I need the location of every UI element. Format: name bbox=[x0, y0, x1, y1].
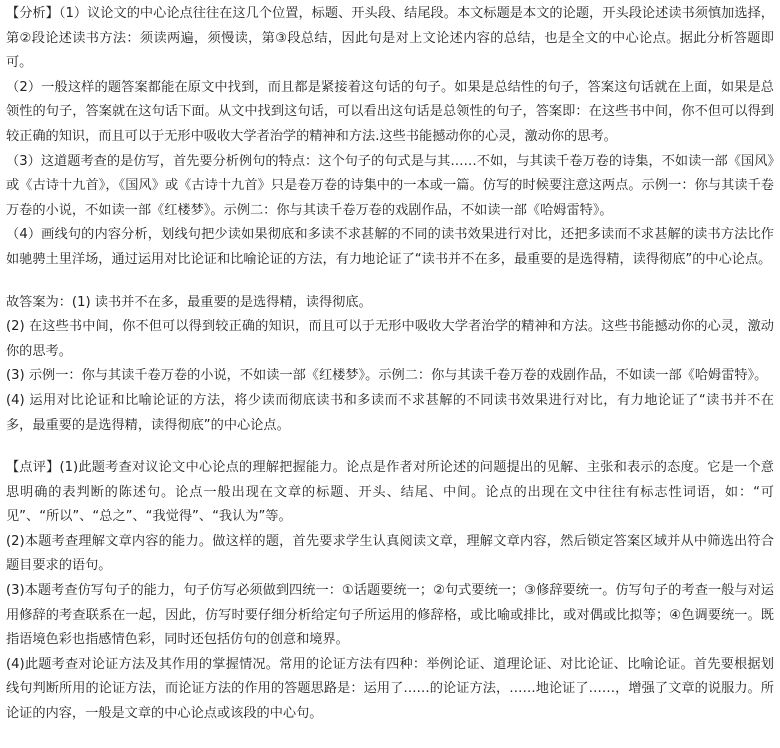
comment-section bbox=[6, 456, 774, 727]
analysis-paragraph-3: （3）这道题考查的是仿写，首先要分析例句的特点：这个句子的句式是与其……不如，与其读千卷万卷的诗集，不如读一部《国风》或《古诗十九首》，《国风》或《古诗十九首》只是卷万卷的诗集中的一本或一篇。仿写的时候要注意这两点。示例一：你与其读千卷万卷的小说，不如读一部《红楼梦》。示例二：你与其读千卷万卷的戏剧作品，不如读一部《哈姆雷特》。 bbox=[6, 153, 774, 218]
answer-paragraph-4: (4) 运用对比论证和比喻论证的方法，将少读而彻底读书和多读而不求甚解的不同读书效果进行对比，有力地论证了“读书并不在多，最重要的是选得精，读得彻底”的中心论点。 bbox=[6, 392, 774, 433]
comment-paragraph-3: (3)本题考查仿写句子的能力，句子仿写必须做到四统一：①话题要统一；②句式要统一；③修辞要统一。仿写句子的考查一般与对运用修辞的考查联系在一起，因此，仿写时要仔细分析给定句子所运用的修辞格，或比喻或排比，或对偶或比拟等；④色调要统一。既指语境色彩也指感情色彩，同时还包括仿句的创意和境界。 bbox=[6, 583, 774, 648]
comment-paragraph-4: (4)此题考查对论证方法及其作用的掌握情况。常用的论证方法有四种：举例论证、道理论证、对比论证、比喻论证。首先要根据划线句判断所用的论证方法，而论证方法的作用的答题思路是：运用了……的论证方法，……地论证了……，增强了文章的说服力。所论证的内容，一般是文章的中心论点或该段的中心句。 bbox=[6, 656, 774, 722]
answer-paragraph-3: (3) 示例一：你与其读千卷万卷的小说，不如读一部《红楼梦》。示例二：你与其读千卷万卷的戏剧作品，不如读一部《哈姆雷特》。 bbox=[6, 368, 768, 384]
comment-paragraph-1: 【点评】(1)此题考查对议论文中心论点的理解把握能力。论点是作者对所论述的问题提出的见解、主张和表示的态度。它是一个意思明确的表判断的陈述句。论点一般出现在文章的标题、开头、结尾、中间。论点的出现在文中往往有标志性词语，如：“可见”、“所以”、“总之”、“我觉得”、“我认为”等。 bbox=[6, 460, 774, 525]
analysis-paragraph-1: 【分析】（1）议论文的中心论点往往在这几个位置，标题、开头段、结尾段。本文标题是本文的论题，开头段论述读书须慎加选择，第②段论述读书方法：须读两遍，须慢读，第③段总结，因此句是对上文论述内容的总结，也是全文的中心论点。据此分析答题即可。 bbox=[6, 6, 774, 71]
answer-paragraph-2: (2) 在这些书中间，你不但可以得到较正确的知识，而且可以于无形中吸收大学者治学的精神和方法。这些书能撼动你的心灵，激动你的思考。 bbox=[6, 319, 774, 359]
section-spacer bbox=[6, 438, 774, 456]
comment-paragraph-2: (2)本题考查理解文章内容的能力。做这样的题，首先要求学生认真阅读文章，理解文章内容，然后锁定答案区域并从中筛选出符合题目要求的语句。 bbox=[6, 533, 774, 574]
answer-paragraph-1: 故答案为：(1) 读书并不在多，最重要的是选得精，读得彻底。 bbox=[6, 294, 372, 310]
analysis-section bbox=[6, 2, 774, 273]
analysis-paragraph-4: （4）画线句的内容分析，划线句把少读如果彻底和多读不求甚解的不同的读书效果进行对比，还把多读而不求甚解的读书方法比作如驰骋土里洋场，通过运用对比论证和比喻论证的方法，有力地论证了“读书并不在多，最重要的是选得精，读得彻底”的中心论点。 bbox=[6, 227, 774, 267]
analysis-paragraph-2: （2）一般这样的题答案都能在原文中找到，而且都是紧接着这句话的句子。如果是总结性的句子，答案这句话就在上面，如果是总领性的句子，答案就在这句话下面。从文中找到这句话，可以看出这句话是总领性的句子，答案即：在这些书中间，你不但可以得到较正确的知识，而且可以于无形中吸收大学者治学的精神和方法.这些书能撼动你的心灵，激动你的思考。 bbox=[6, 79, 774, 144]
answer-section bbox=[6, 291, 774, 439]
section-spacer bbox=[6, 273, 774, 291]
